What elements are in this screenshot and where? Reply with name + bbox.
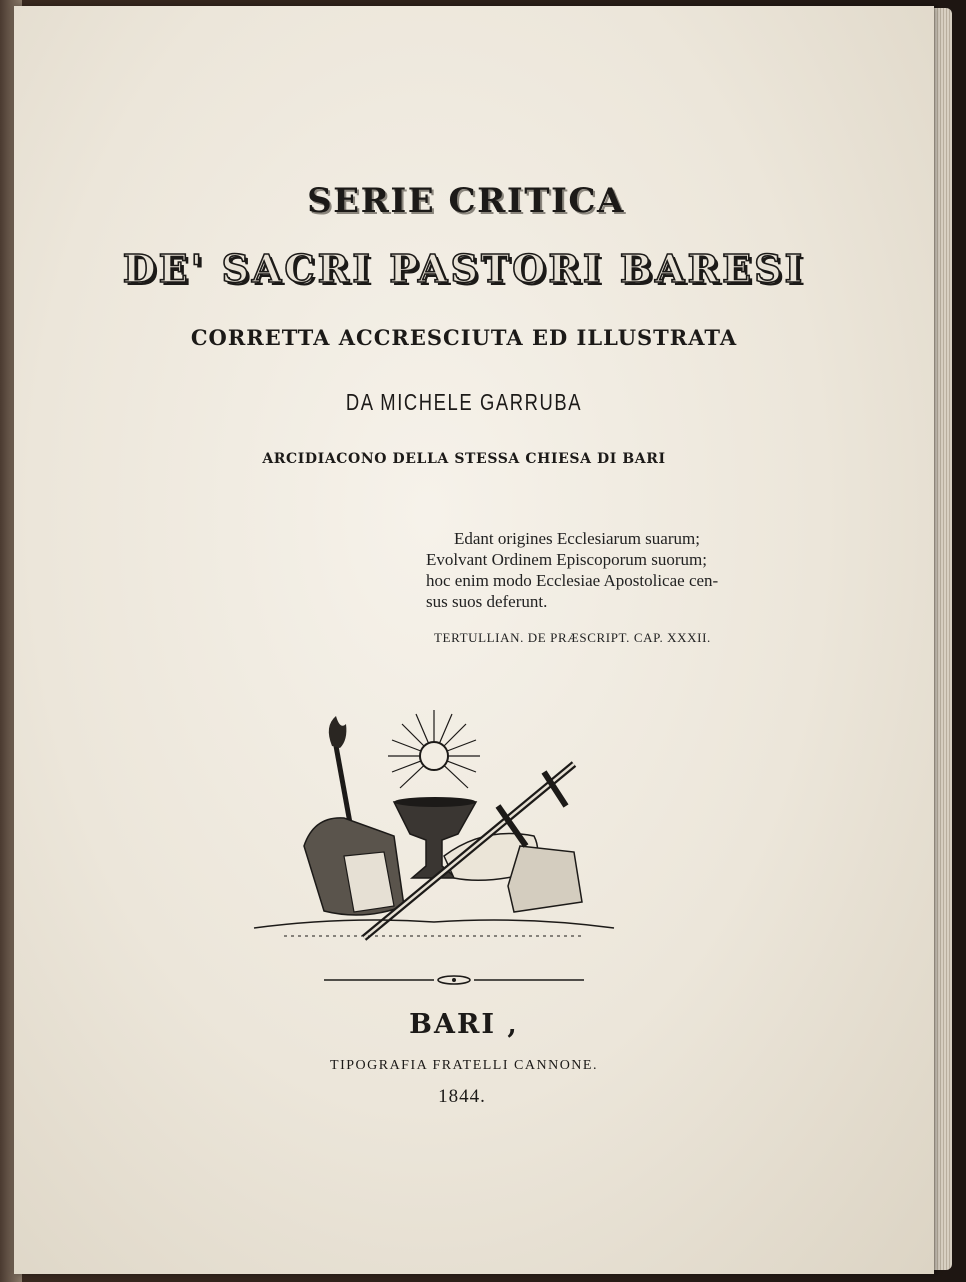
ecclesiastical-vignette-illustration bbox=[244, 706, 624, 956]
imprint-year: 1844. bbox=[438, 1086, 486, 1107]
ground-line bbox=[254, 920, 614, 928]
title-line-2: DE' SACRI PASTORI BARESI bbox=[122, 246, 806, 291]
epigraph-line: sus suos deferunt. bbox=[426, 592, 548, 611]
imprint-city: BARI , bbox=[409, 1009, 519, 1040]
author-role: ARCIDIACONO DELLA STESSA CHIESA DI BARI bbox=[262, 451, 666, 467]
epigraph-citation: TERTULLIAN. DE PRÆSCRIPT. CAP. XXXII. bbox=[434, 630, 711, 645]
epigraph bbox=[426, 528, 786, 612]
ornamental-rule bbox=[324, 972, 584, 988]
host-sun bbox=[420, 742, 448, 770]
title-line-1: SERIE CRITICA bbox=[307, 181, 625, 221]
torch-flame bbox=[329, 716, 347, 748]
title-page bbox=[14, 6, 934, 1274]
author-line: DA MICHELE GARRUBA bbox=[345, 389, 583, 415]
subtitle: CORRETTA ACCRESCIUTA ED ILLUSTRATA bbox=[190, 325, 738, 350]
epigraph-line: hoc enim modo Ecclesiae Apostolicae cen- bbox=[426, 571, 719, 590]
epigraph-line: Edant origines Ecclesiarum suarum; bbox=[454, 529, 700, 548]
epigraph-line: Evolvant Ordinem Episcoporum suorum; bbox=[426, 550, 707, 569]
closed-book bbox=[508, 846, 582, 912]
imprint-printer: TIPOGRAFIA FRATELLI CANNONE. bbox=[330, 1058, 598, 1073]
chalice-rim bbox=[394, 797, 476, 807]
